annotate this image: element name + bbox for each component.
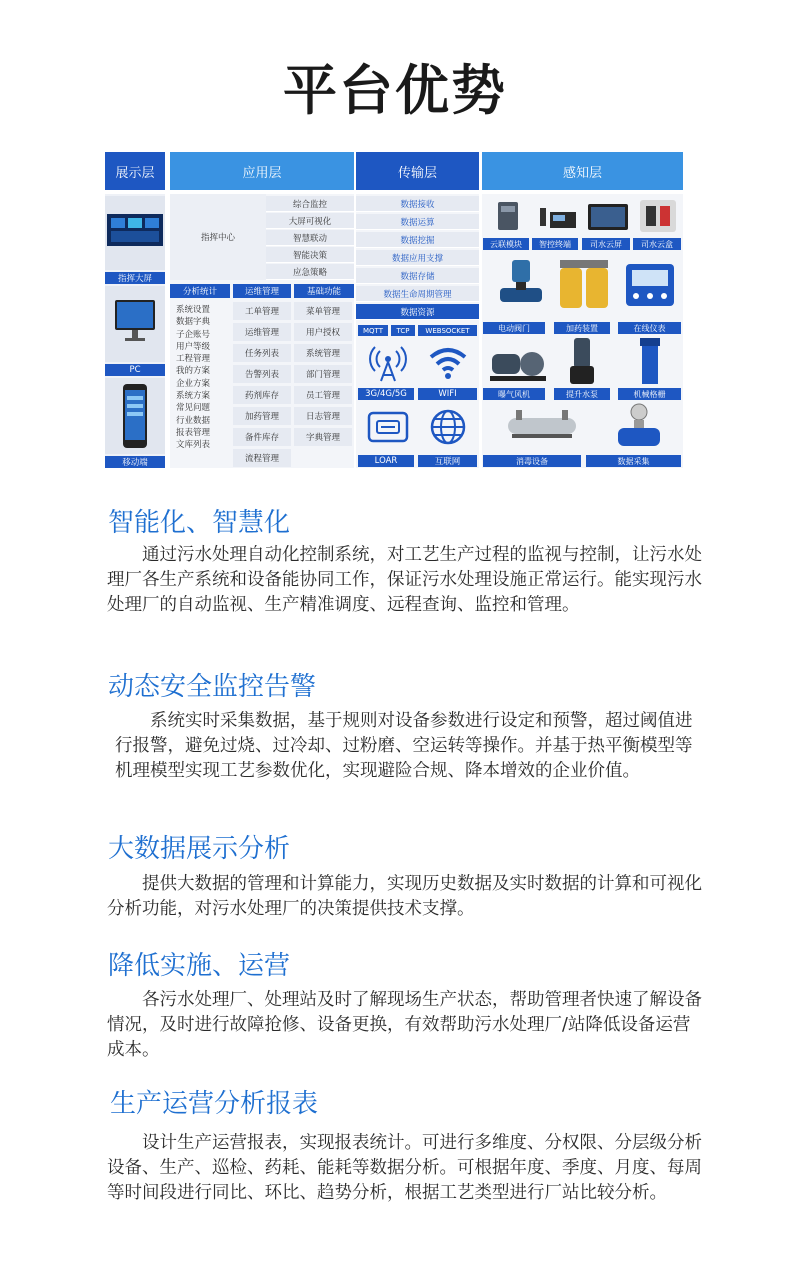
perception-label: 司水云盒 [633,238,681,250]
ops-item: 任务列表 [233,344,291,362]
basic-item: 菜单管理 [294,302,352,320]
ops-item: 运维管理 [233,323,291,341]
dosing-device-icon [556,256,612,317]
perception-label: 电动阀门 [483,322,545,334]
header-display-layer: 展示层 [105,152,165,190]
system-list-item: 报表管理 [176,427,211,438]
big-screen-image [105,196,165,270]
section-heading: 降低实施、运营 [108,951,291,981]
network-label: 3G/4G/5G [358,388,414,400]
perception-label: 加药装置 [554,322,610,334]
basic-item: 字典管理 [294,428,352,446]
online-meter-icon [622,260,678,313]
perception-label: 智控终端 [532,238,578,250]
globe-icon [420,404,476,450]
page-title: 平台优势 [283,59,507,122]
system-list-item: 行业数据 [176,415,211,426]
system-list-item: 企业方案 [176,378,211,389]
system-list-item: 我的方案 [176,366,211,377]
protocol-badge: MQTT [358,325,388,336]
system-list [176,304,234,452]
application-column [170,194,354,468]
system-list-item: 数据字典 [176,317,211,328]
basic-item: 系统管理 [294,344,352,362]
ops-item: 流程管理 [233,449,291,467]
system-list-item: 文库列表 [176,440,211,451]
tab-ops-management: 运维管理 [233,284,291,298]
system-list-item: 系统方案 [176,391,211,402]
command-item: 智慧联动 [266,230,354,246]
lora-module-icon [360,404,416,450]
perception-label: 数据采集 [586,455,681,467]
cellular-tower-icon [360,340,416,386]
cloud-module-icon [490,198,526,237]
protocol-badge: TCP [391,325,415,336]
ops-item: 告警列表 [233,365,291,383]
section-heading: 大数据展示分析 [108,834,291,864]
mobile-image [105,378,165,454]
perception-label: 提升水泵 [554,388,610,400]
section-paragraph: 设计生产运营报表，实现报表统计。可进行多维度、分权限、分层级分析设备、生产、巡检、药耗、能耗等数据分析。可根据年度、季度、月度、每周等时间段进行同比、环比、趋势分析，根据工艺类型进行厂站比较分析。 [107,1133,702,1203]
display-label-pc: PC [105,364,165,376]
network-label: WIFI [418,388,477,400]
section-body [107,1131,707,1206]
section-heading: 生产运营分析报表 [110,1089,319,1119]
basic-item: 员工管理 [294,386,352,404]
network-label: 互联网 [418,455,477,467]
ops-item: 加药管理 [233,407,291,425]
basic-item: 用户授权 [294,323,352,341]
display-label-mobile: 移动端 [105,456,165,468]
section-body [107,872,707,922]
perception-label: 消毒设备 [483,455,581,467]
transport-item: 数据应用支撑 [356,250,479,266]
section-paragraph: 系统实时采集数据，基于规则对设备参数进行设定和预警，超过阈值进行报警，避免过烧、过冷却、过粉磨、空运转等操作。并基于热平衡模型等机理模型实现工艺参数优化，实现避险合规、降本增效的企业价值。 [115,711,693,781]
ops-item: 工单管理 [233,302,291,320]
platform-architecture-diagram [105,152,683,468]
section-paragraph: 提供大数据的管理和计算能力，实现历史数据及实时数据的计算和可视化分析功能，对污水处理厂的决策提供技术支撑。 [107,874,702,919]
tab-basic-functions: 基础功能 [294,284,354,298]
cloud-box-icon [638,198,678,237]
section-paragraph: 各污水处理厂、处理站及时了解现场生产状态，帮助管理者快速了解设备情况，及时进行故障抢修、设备更换，有效帮助污水处理厂/站降低设备运营成本。 [107,990,702,1060]
ops-item: 药剂库存 [233,386,291,404]
transport-item: 数据存储 [356,268,479,284]
mechanical-grille-icon [632,336,668,391]
header-transport-layer: 传输层 [356,152,479,190]
monitor-icon [105,286,165,362]
transport-item: 数据接收 [356,196,479,212]
ops-item: 备件库存 [233,428,291,446]
cloud-screen-icon [586,198,630,237]
perception-label: 机械格栅 [618,388,681,400]
perception-column [482,194,683,468]
electric-valve-icon [496,258,546,319]
smart-terminal-icon [538,198,578,237]
lift-pump-icon [564,336,600,391]
transport-item: 数据挖掘 [356,232,479,248]
system-list-item: 用户等级 [176,341,211,352]
big-screen-icon [105,196,165,270]
display-label-big-screen: 指挥大屏 [105,272,165,284]
command-item: 智能决策 [266,247,354,263]
transport-column [356,194,479,468]
command-item: 应急策略 [266,264,354,280]
display-column [105,194,165,468]
pc-image [105,286,165,362]
header-application-layer: 应用层 [170,152,354,190]
perception-label: 司水云屏 [582,238,630,250]
section-body [107,988,707,1063]
section-body [107,543,707,618]
transport-item: 数据运算 [356,214,479,230]
section-heading: 动态安全监控告警 [108,672,317,702]
basic-item: 部门管理 [294,365,352,383]
protocol-badge: WEBSOCKET [418,325,477,336]
wifi-icon [420,340,476,386]
perception-label: 云联模块 [483,238,529,250]
disinfection-equipment-icon [502,406,582,455]
system-list-item: 系统设置 [176,305,211,315]
aeration-blower-icon [488,340,548,389]
section-body [115,709,700,784]
data-acquisition-icon [614,400,664,453]
system-list-item: 常见问题 [176,403,211,414]
tab-analysis-statistics: 分析统计 [170,284,230,298]
perception-label: 在线仪表 [618,322,681,334]
section-heading: 智能化、智慧化 [108,508,291,538]
transport-item-resources: 数据资源 [356,304,479,320]
perception-label: 曝气风机 [483,388,545,400]
command-item: 大屏可视化 [266,213,354,229]
header-perception-layer: 感知层 [482,152,683,190]
section-paragraph: 通过污水处理自动化控制系统，对工艺生产过程的监视与控制，让污水处理厂各生产系统和设备能协同工作，保证污水处理设施正常运行。能实现污水处理厂的自动监视、生产精准调度、远程查询、监控和管理。 [107,545,702,615]
network-label: LOAR [358,455,414,467]
basic-item: 日志管理 [294,407,352,425]
command-center: 指挥中心 [170,194,266,280]
system-list-item: 子企账号 [176,329,211,340]
transport-item: 数据生命周期管理 [356,286,479,302]
command-item: 综合监控 [266,196,354,212]
system-list-item: 工程管理 [176,354,211,365]
phone-icon [105,378,165,454]
